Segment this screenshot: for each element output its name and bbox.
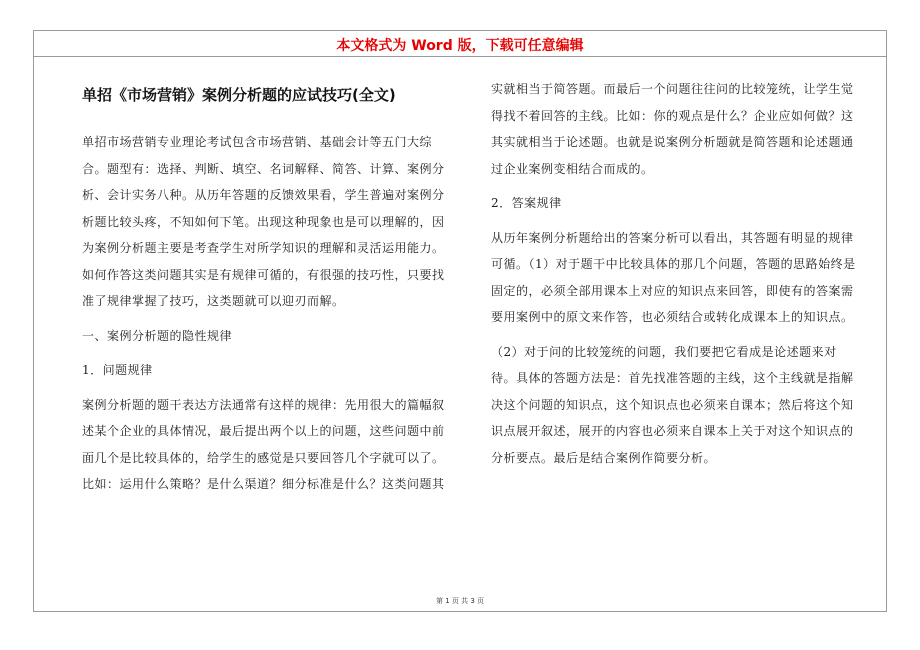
document-title: 单招《市场营销》案例分析题的应试技巧(全文) [82, 86, 396, 104]
paragraph: （2）对于问的比较笼统的问题，我们要把它看成是论述题来对待。具体的答题方法是：首先找准答题的主线，这个主线就是指解决这个问题的知识点，这个知识点也必须来自课本；然后将这个知识点展开叙述，展开的内容也必须来自课本上关于对这个知识点的分析要点。最后是结合案例作简要分析。 [491, 344, 854, 465]
section-heading: 一、案例分析题的隐性规律 [82, 328, 233, 343]
paragraph: 单招市场营销专业理论考试包含市场营销、基础会计等五门大综合。题型有：选择、判断、填空、名词解释、简答、计算、案例分析、会计实务八种。从历年答题的反馈效果看，学生普遍对案例分析题比较头疼，不知如何下笔。出现这种现象也是可以理解的，因为案例分析题主要是考查学生对所学知识的理解和灵活运用能力。如何作答这类问题其实是有规律可循的，有很强的技巧性，只要找准了规律掌握了技巧，这类题就可以迎刃而解。 [82, 135, 445, 308]
left-column [82, 84, 454, 506]
right-column [491, 76, 857, 479]
subsection-heading: 1．问题规律 [82, 363, 153, 377]
header-divider [33, 56, 887, 57]
header-note: 本文格式为 Word 版，下载可任意编辑 [336, 38, 584, 54]
page-footer: 第 1 页 共 3 页 [435, 597, 485, 605]
paragraph: 实就相当于简答题。而最后一个问题往往问的比较笼统，让学生觉得找不着回答的主线。比如：你的观点是什么？企业应如何做？这其实就相当于论述题。也就是说案例分析题就是简答题和论述题通过企业案例变相结合而成的。 [491, 82, 854, 176]
subsection-heading: 2．答案规律 [491, 196, 562, 210]
paragraph: 案例分析题的题干表达方法通常有这样的规律：先用很大的篇幅叙述某个企业的具体情况，最后提出两个以上的问题，这些问题中前面几个是比较具体的，给学生的感觉是只要回答几个字就可以了。比如：运用什么策略？是什么渠道？细分标准是什么？这类问题其 [82, 397, 445, 491]
paragraph: 从历年案例分析题给出的答案分析可以看出，其答题有明显的规律可循。（1）对于题干中比较具体的那几个问题，答题的思路始终是固定的，必须全部用课本上对应的知识点来回答，即使有的答案需要用案例中的原文来作答，也必须结合或转化成课本上的知识点。 [491, 230, 856, 324]
